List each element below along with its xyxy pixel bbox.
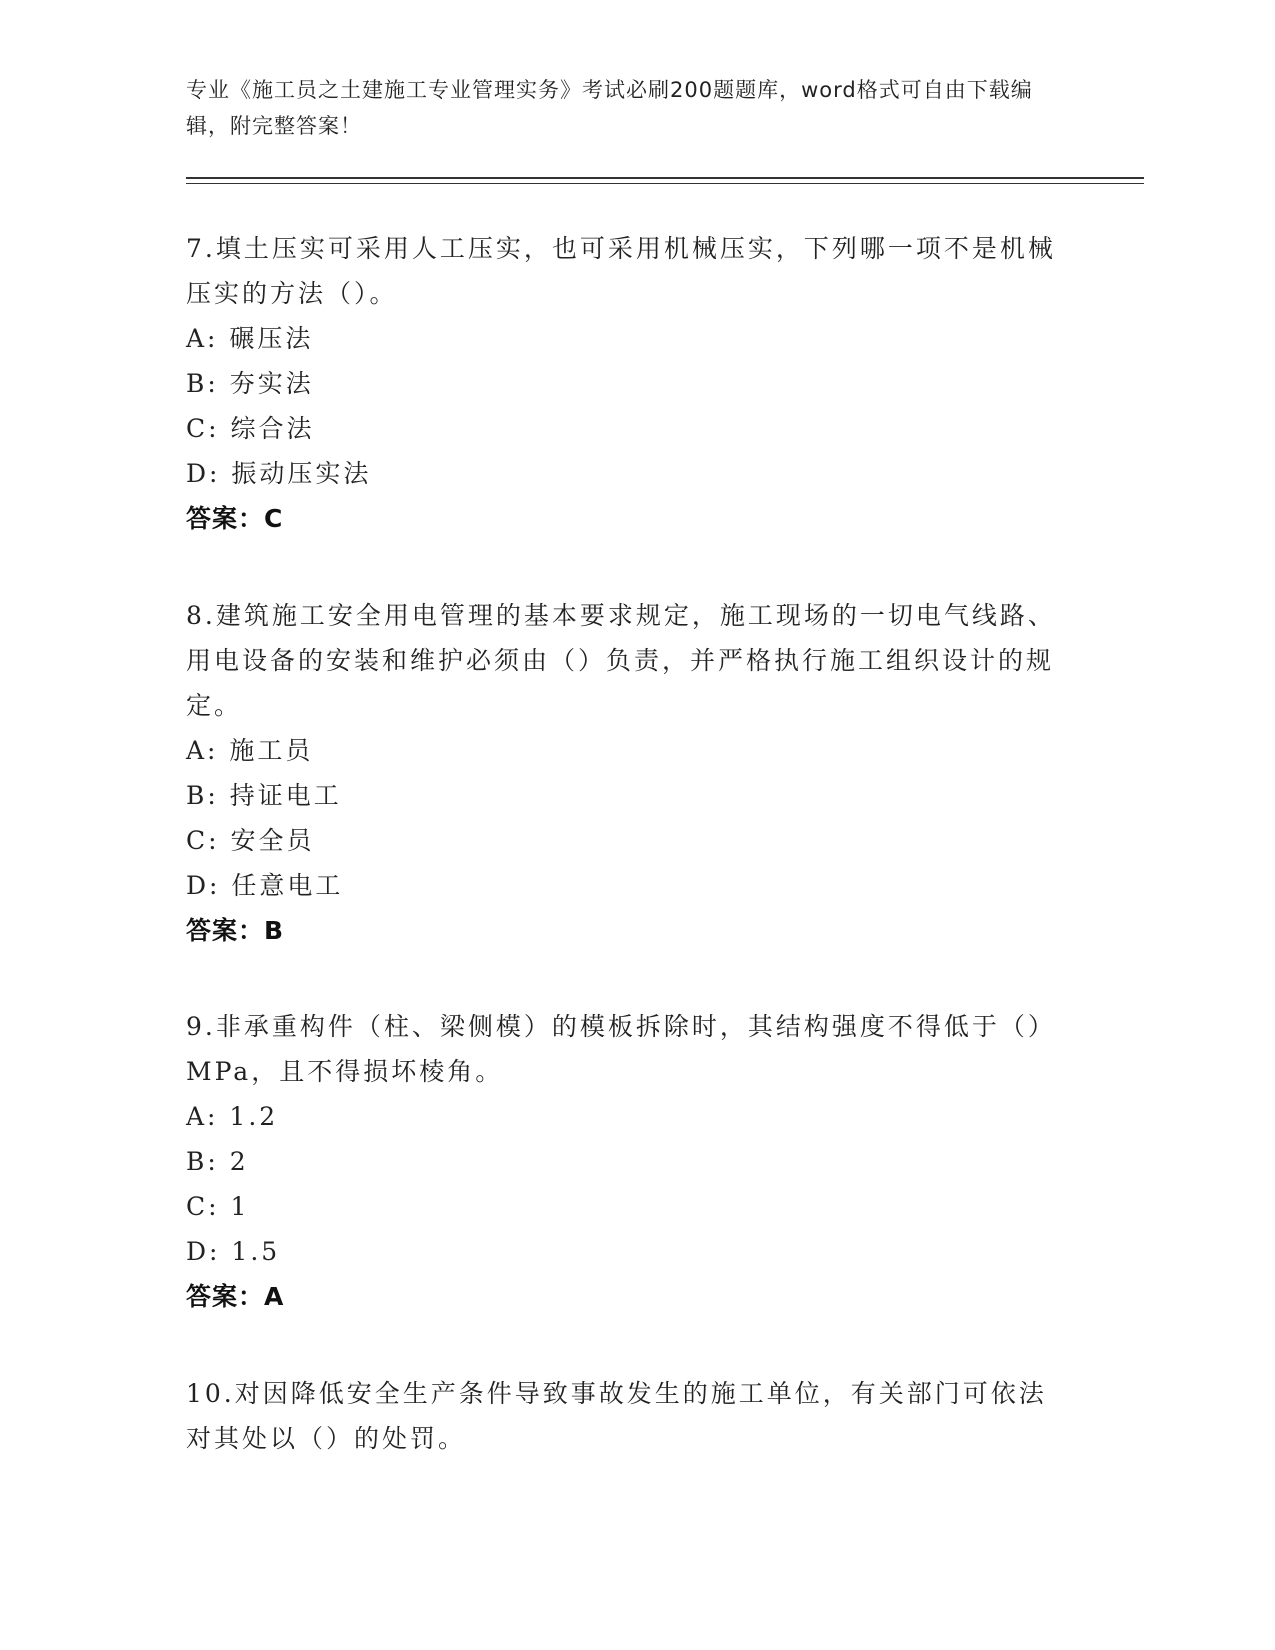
option-d: D: 1.5: [186, 1237, 281, 1266]
option-d: D: 任意电工: [186, 871, 344, 900]
option-c: C: 1: [186, 1192, 250, 1221]
option-d: D: 振动压实法: [186, 459, 372, 488]
question-stem: 8.建筑施工安全用电管理的基本要求规定，施工现场的一切电气线路、用电设备的安装和维护必须由（）负责，并严格执行施工组织设计的规定。: [186, 601, 1056, 720]
question-stem: 9.非承重构件（柱、梁侧模）的模板拆除时，其结构强度不得低于（）MPa，且不得损坏棱角。: [186, 1012, 1056, 1086]
option-b: B: 持证电工: [186, 781, 342, 810]
answer: 答案：C: [186, 504, 284, 533]
option-a: A: 施工员: [186, 736, 314, 765]
option-b: B: 2: [186, 1147, 249, 1176]
option-b: B: 夯实法: [186, 369, 314, 398]
header-divider-thin: [186, 183, 1144, 184]
question-9: [186, 1004, 1066, 1320]
question-8: [186, 593, 1066, 954]
question-stem: 10.对因降低安全生产条件导致事故发生的施工单位，有关部门可依法对其处以（）的处罚。: [186, 1379, 1047, 1453]
question-stem: 7.填土压实可采用人工压实，也可采用机械压实，下列哪一项不是机械压实的方法（）。: [186, 234, 1056, 308]
question-10: [186, 1371, 1066, 1461]
answer: 答案：B: [186, 916, 285, 945]
document-header: 专业《施工员之土建施工专业管理实务》考试必刷200题题库，word格式可自由下载编辑，附完整答案！: [186, 78, 1033, 138]
answer: 答案：A: [186, 1282, 285, 1311]
header-divider: [186, 177, 1144, 179]
option-c: C: 综合法: [186, 414, 315, 443]
option-a: A: 碾压法: [186, 324, 314, 353]
option-a: A: 1.2: [186, 1102, 279, 1131]
question-7: [186, 226, 1066, 542]
option-c: C: 安全员: [186, 826, 315, 855]
